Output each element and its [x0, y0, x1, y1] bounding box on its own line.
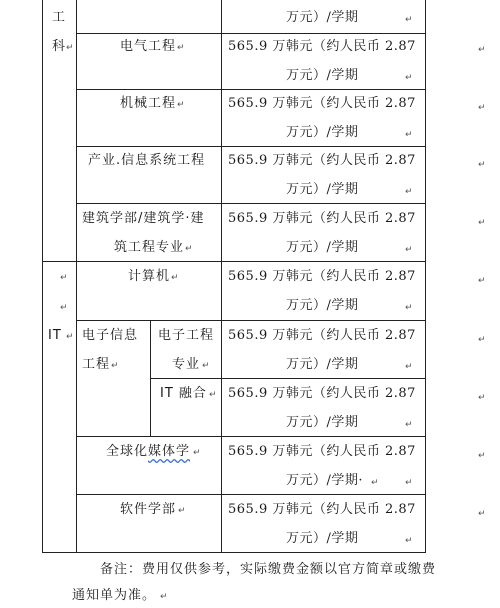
table-row-divider	[76, 436, 425, 437]
paragraph-mark: ↵	[478, 160, 486, 170]
paragraph-mark: ↵	[478, 276, 486, 286]
major-group-electronic-info: 工程	[82, 357, 111, 372]
paragraph-mark: ↵	[60, 273, 68, 283]
major-it-fusion: IT 融合	[160, 386, 207, 401]
fee-text: 万元）/学期	[286, 298, 359, 313]
fee-text: 565.9 万韩元（约人民币 2.87	[228, 502, 416, 517]
fee-text: 万元）/学期·	[286, 473, 364, 488]
paragraph-mark: ↵	[405, 130, 413, 140]
paragraph-mark: ↵	[478, 218, 486, 228]
paragraph-mark: ↵	[478, 509, 486, 519]
fee-text: 565.9 万韩元（约人民币 2.87	[228, 328, 416, 343]
fee-text: 565.9 万韩元（约人民币 2.87	[228, 269, 416, 284]
table-col-divider	[76, 0, 77, 553]
table-row-divider	[76, 146, 425, 147]
table-row-divider	[76, 320, 425, 321]
paragraph-mark: ↵	[185, 244, 193, 254]
paragraph-mark: ↵	[478, 393, 486, 403]
paragraph-mark: ↵	[160, 592, 168, 602]
fee-text: 565.9 万韩元（约人民币 2.87	[228, 444, 416, 459]
table-border-left	[42, 0, 43, 553]
paragraph-mark: ↵	[405, 420, 413, 430]
paragraph-mark: ↵	[202, 361, 210, 371]
paragraph-mark: ↵	[60, 303, 68, 313]
paragraph-mark: ↵	[66, 43, 74, 53]
paragraph-mark: ↵	[478, 45, 486, 55]
table-border-right	[425, 0, 426, 553]
note-line-1: 备注：费用仅供参考，实际缴费金额以官方简章或缴费	[100, 562, 437, 577]
paragraph-mark: ↵	[478, 335, 486, 345]
paragraph-mark: ↵	[405, 187, 413, 197]
major-computer: 计算机	[128, 269, 171, 284]
category-label-engineering: 工	[52, 10, 67, 25]
paragraph-mark: ↵	[209, 390, 217, 400]
fee-text: 万元）/学期	[286, 182, 359, 197]
fee-text: 565.9 万韩元（约人民币 2.87	[228, 39, 416, 54]
paragraph-mark: ↵	[193, 448, 201, 458]
paragraph-mark: ↵	[171, 273, 179, 283]
table-row-divider	[76, 494, 425, 495]
major-electrical-engineering: 电气工程	[120, 39, 177, 54]
major-global-media-underlined: 媒体学	[148, 444, 191, 459]
table-col-divider	[221, 0, 222, 553]
major-software: 软件学部	[120, 502, 177, 517]
fee-text: 565.9 万韩元（约人民币 2.87	[228, 153, 416, 168]
paragraph-mark: ↵	[178, 506, 186, 516]
paragraph-mark: ↵	[66, 332, 74, 342]
table-row-divider	[76, 203, 425, 204]
fee-text: 565.9 万韩元（约人民币 2.87	[228, 211, 416, 226]
major-global-media	[106, 444, 190, 460]
paragraph-mark: ↵	[405, 362, 413, 372]
major-group-electronic-info: 电子信息	[82, 328, 139, 343]
paragraph-mark: ↵	[177, 100, 185, 110]
table-row-divider	[42, 261, 425, 262]
fee-text: 565.9 万韩元（约人民币 2.87	[228, 386, 416, 401]
major-electronic-engineering: 电子工程	[158, 328, 215, 343]
table-row-divider	[150, 378, 425, 379]
major-mechanical-engineering: 机械工程	[120, 96, 177, 111]
major-architecture: 筑工程专业	[114, 240, 185, 255]
paragraph-mark: ↵	[478, 103, 486, 113]
major-architecture: 建筑学部/建筑学·建	[82, 211, 205, 226]
paragraph-mark: ↵	[405, 73, 413, 83]
fee-text: 万元）/学期	[286, 531, 359, 546]
category-label-engineering: 科	[52, 39, 67, 54]
fee-text: 万元）/学期	[286, 415, 359, 430]
paragraph-mark: ↵	[405, 536, 413, 546]
paragraph-mark: ↵	[405, 245, 413, 255]
fee-text: 万元）/学期	[286, 357, 359, 372]
fee-text: 万元）/学期	[286, 68, 359, 83]
paragraph-mark: ↵	[371, 478, 379, 488]
table-border-bottom	[42, 552, 425, 553]
major-industrial-info-systems: 产业.信息系统工程	[88, 153, 206, 168]
paragraph-mark: ↵	[405, 478, 413, 488]
major-electronic-engineering: 专业	[172, 357, 201, 372]
paragraph-mark: ↵	[405, 303, 413, 313]
table-row-divider	[76, 33, 425, 34]
paragraph-mark: ↵	[478, 451, 486, 461]
fee-text: 万元）/学期	[286, 125, 359, 140]
major-global-media-prefix: 全球化	[106, 444, 149, 459]
paragraph-mark: ↵	[405, 15, 413, 25]
paragraph-mark: ↵	[177, 43, 185, 53]
fee-text: 565.9 万韩元（约人民币 2.87	[228, 96, 416, 111]
fee-text: 万元）/学期	[286, 10, 359, 25]
table-row-divider	[76, 89, 425, 90]
paragraph-mark: ↵	[111, 361, 119, 371]
note-line-2: 通知单为准。	[72, 588, 157, 603]
category-label-it: IT	[48, 328, 62, 343]
fee-text: 万元）/学期	[286, 240, 359, 255]
